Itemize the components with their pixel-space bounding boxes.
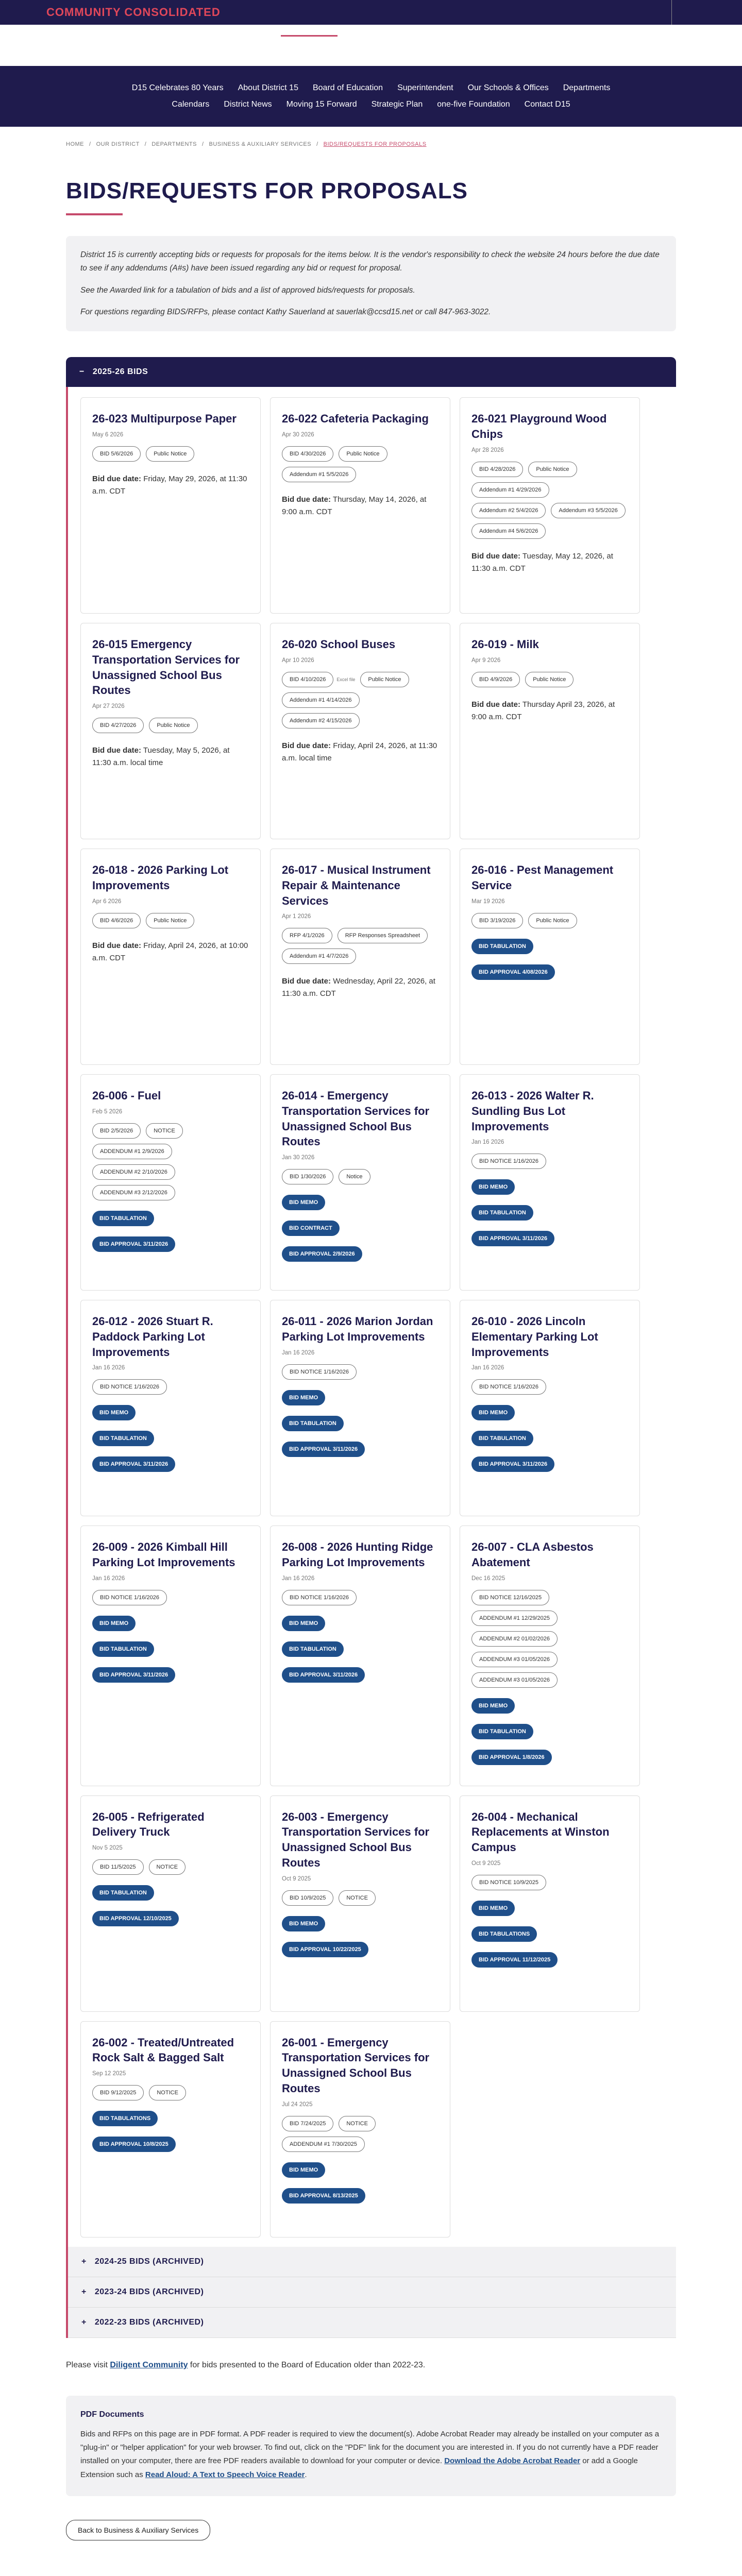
- archived-accordion-item[interactable]: [68, 2247, 676, 2277]
- bid-card: [460, 849, 640, 1065]
- bid-document-button[interactable]: BID APPROVAL 8/13/2025: [282, 2188, 365, 2204]
- pdf-info-box: [66, 2396, 676, 2496]
- bid-date: Jan 16 2026: [282, 1349, 315, 1356]
- bid-document-button[interactable]: BID APPROVAL 4/08/2026: [471, 964, 555, 980]
- pdf-text-3: .: [305, 2470, 307, 2479]
- bid-link-button[interactable]: BID 9/12/2025: [92, 2085, 144, 2100]
- bid-title: 26-007 - CLA Asbestos Abatement: [471, 1540, 594, 1569]
- bid-card: [80, 1074, 261, 1291]
- pdf-title: PDF Documents: [80, 2410, 144, 2419]
- bid-link-button[interactable]: BID NOTICE 1/16/2026: [282, 1364, 357, 1380]
- bid-link-button[interactable]: Addendum #2 5/4/2026: [471, 503, 546, 518]
- due-label: Bid due date:: [92, 941, 142, 950]
- bid-title: 26-001 - Emergency Transportation Services for Unassigned School Bus Routes: [282, 2036, 430, 2095]
- visit-pre: Please visit: [66, 2360, 110, 2369]
- bid-card: [270, 1526, 450, 1786]
- bid-title: 26-013 - 2026 Walter R. Sundling Bus Lot Improvements: [471, 1089, 594, 1133]
- nav-item[interactable]: one-five Foundation: [437, 100, 510, 109]
- breadcrumb-separator: /: [144, 141, 147, 147]
- bid-link-button[interactable]: Addendum #3 5/5/2026: [551, 503, 625, 518]
- pdf-text-1: Bids and RFPs on this page are in PDF format. A PDF reader is required to view the document(s). Adobe Acrobat Reader may already be installed on your computer as a "plug-in" or "helper application" for your web browser. To find out, click on the "PDF" link for the document you are interested in. If you do not currently have a PDF reader installed on your computer, there are free PDF readers available to download for your computer or device.: [80, 2429, 660, 2466]
- bid-buttons: [471, 1379, 628, 1477]
- due-value: Friday, April 24, 2026, at 11:30 a.m. local time: [282, 741, 437, 763]
- bid-title: 26-017 - Musical Instrument Repair & Maintenance Services: [282, 863, 431, 907]
- bid-link-button[interactable]: BID 10/9/2025: [282, 1890, 333, 1906]
- main-nav: [0, 66, 742, 127]
- bid-link-button[interactable]: BID 4/6/2026: [92, 913, 141, 928]
- archived-accordion-item[interactable]: [68, 2277, 676, 2308]
- bid-link-button[interactable]: BID 5/6/2026: [92, 446, 141, 462]
- bid-document-button[interactable]: BID TABULATION: [471, 939, 533, 954]
- bid-due-date: [282, 975, 439, 1000]
- bid-buttons: [282, 672, 439, 728]
- bid-link-button[interactable]: BID NOTICE 1/16/2026: [92, 1590, 167, 1605]
- bid-document-button[interactable]: BID APPROVAL 3/11/2026: [471, 1231, 554, 1246]
- bid-buttons: [92, 718, 249, 733]
- due-value: Wednesday, April 22, 2026, at 11:30 a.m. CDT: [282, 977, 435, 998]
- bid-title: 26-002 - Treated/Untreated Rock Salt & Bagged Salt: [92, 2036, 234, 2064]
- bid-document-button[interactable]: BID APPROVAL 3/11/2026: [92, 1236, 175, 1252]
- bid-link-button[interactable]: NOTICE: [339, 2116, 376, 2131]
- archived-label: 2022-23 BIDS (ARCHIVED): [94, 2317, 204, 2327]
- bid-link-button[interactable]: ADDENDUM #2 01/02/2026: [471, 1631, 558, 1647]
- bid-date: Sep 12 2025: [92, 2071, 126, 2077]
- bid-buttons: [282, 1590, 439, 1688]
- bid-date: Jan 16 2026: [282, 1575, 315, 1582]
- bid-document-button[interactable]: BID APPROVAL 3/11/2026: [282, 1442, 365, 1457]
- bid-date: Jan 16 2026: [471, 1365, 504, 1371]
- bid-title: 26-019 - Milk: [471, 638, 539, 651]
- bid-document-button[interactable]: BID APPROVAL 3/11/2026: [282, 1667, 365, 1683]
- due-value: Friday, April 24, 2026, at 10:00 a.m. CDT: [92, 941, 248, 962]
- bid-buttons: [471, 913, 628, 985]
- bid-link-button[interactable]: BID 4/27/2026: [92, 718, 144, 733]
- bid-document-button[interactable]: BID MEMO: [282, 1390, 325, 1405]
- read-aloud-link[interactable]: Read Aloud: A Text to Speech Voice Reader: [145, 2470, 305, 2479]
- bid-date: Apr 30 2026: [282, 432, 314, 438]
- bid-buttons: [471, 462, 628, 539]
- bid-link-button[interactable]: ADDENDUM #1 12/29/2025: [471, 1611, 558, 1626]
- bid-date: Mar 19 2026: [471, 898, 505, 905]
- bid-due-date: [282, 740, 439, 765]
- bid-due-date: [471, 550, 628, 575]
- bid-date: Oct 9 2025: [282, 1875, 311, 1882]
- bid-link-button[interactable]: BID NOTICE 1/16/2026: [282, 1590, 357, 1605]
- bid-buttons: [92, 446, 249, 462]
- bid-document-button[interactable]: BID MEMO: [282, 1195, 325, 1210]
- bid-buttons: [92, 1859, 249, 1931]
- bid-date: Jan 16 2026: [471, 1139, 504, 1146]
- bid-card: [460, 397, 640, 614]
- bid-card: [460, 1074, 640, 1291]
- bid-link-button[interactable]: BID 4/9/2026: [471, 672, 520, 687]
- bid-buttons: [471, 1590, 628, 1770]
- bid-link-button[interactable]: ADDENDUM #1 7/30/2025: [282, 2137, 365, 2152]
- bid-date: Apr 9 2026: [471, 657, 501, 664]
- bid-document-button[interactable]: BID TABULATIONS: [471, 1926, 537, 1942]
- brand-name[interactable]: COMMUNITY CONSOLIDATED: [46, 6, 221, 19]
- accordion-title: 2025-26 BIDS: [92, 367, 148, 377]
- bid-link-button[interactable]: NOTICE: [146, 1123, 183, 1139]
- bid-document-button[interactable]: BID MEMO: [282, 1616, 325, 1631]
- bid-date: Apr 6 2026: [92, 898, 122, 905]
- bid-date: Apr 27 2026: [92, 703, 125, 710]
- bid-document-button[interactable]: BID MEMO: [92, 1405, 136, 1420]
- intro-text-3: For questions regarding BIDS/RFPs, please contact Kathy Sauerland at sauerlak@ccsd15.net or call 847-963-3022.: [80, 308, 491, 317]
- bid-document-button[interactable]: BID APPROVAL 3/11/2026: [471, 1456, 554, 1472]
- bid-buttons: [282, 1169, 439, 1267]
- bid-document-button[interactable]: BID CONTRACT: [282, 1221, 340, 1236]
- bid-date: Apr 10 2026: [282, 657, 314, 664]
- page-title: BIDS/REQUESTS FOR PROPOSALS: [66, 178, 468, 204]
- minus-icon: −: [79, 367, 85, 377]
- bid-due-date: [282, 494, 439, 518]
- bid-link-button[interactable]: Public Notice: [146, 446, 194, 462]
- breadcrumb-item[interactable]: OUR DISTRICT: [96, 141, 140, 147]
- breadcrumb-separator: /: [89, 141, 91, 147]
- due-label: Bid due date:: [92, 474, 142, 484]
- bid-buttons: [471, 1154, 628, 1251]
- bid-date: Nov 5 2025: [92, 1845, 123, 1852]
- bid-link-button[interactable]: RFP Responses Spreadsheet: [338, 928, 428, 943]
- bid-card: [270, 623, 450, 839]
- bid-card: [270, 2021, 450, 2238]
- bid-link-button[interactable]: BID 7/24/2025: [282, 2116, 333, 2131]
- bid-card: [270, 1074, 450, 1291]
- accordion-body: [66, 387, 676, 2246]
- bid-title: 26-016 - Pest Management Service: [471, 863, 614, 892]
- bid-buttons: [471, 672, 628, 687]
- bid-buttons: [282, 2116, 439, 2209]
- nav-item[interactable]: Contact D15: [524, 100, 570, 109]
- nav-item[interactable]: Board of Education: [312, 83, 383, 92]
- bid-title: 26-003 - Emergency Transportation Services for Unassigned School Bus Routes: [282, 1810, 430, 1869]
- bid-link-button[interactable]: BID 11/5/2025: [92, 1859, 144, 1875]
- bid-due-date: [471, 699, 628, 723]
- bid-title: 26-010 - 2026 Lincoln Elementary Parking Lot Improvements: [471, 1315, 598, 1359]
- top-bar: [0, 0, 742, 25]
- bid-link-button[interactable]: Addendum #1 4/29/2026: [471, 482, 549, 498]
- bid-date: Apr 28 2026: [471, 447, 504, 453]
- nav-item[interactable]: Superintendent: [397, 83, 453, 92]
- bid-card: [270, 1795, 450, 2012]
- due-label: Bid due date:: [471, 700, 521, 709]
- bid-date: Jan 16 2026: [92, 1575, 125, 1582]
- bid-link-button[interactable]: NOTICE: [339, 1890, 376, 1906]
- file-type-note: Excel file: [336, 677, 356, 683]
- bid-link-button[interactable]: ADDENDUM #3 01/05/2026: [471, 1652, 558, 1667]
- archived-label: 2023-24 BIDS (ARCHIVED): [94, 2287, 204, 2296]
- bid-card: [270, 397, 450, 614]
- due-label: Bid due date:: [282, 741, 331, 751]
- pdf-text-2: or add a Google Extension such as: [80, 2456, 638, 2479]
- bid-card: [270, 849, 450, 1065]
- bid-link-button[interactable]: NOTICE: [149, 2085, 186, 2100]
- bid-date: Apr 1 2026: [282, 913, 311, 920]
- bid-link-button[interactable]: Public Notice: [360, 672, 409, 687]
- bids-accordion: [66, 357, 676, 2246]
- bid-title: 26-022 Cafeteria Packaging: [282, 412, 429, 426]
- bid-title: 26-015 Emergency Transportation Services for Unassigned School Bus Routes: [92, 638, 240, 697]
- bid-document-button[interactable]: BID MEMO: [92, 1616, 136, 1631]
- nav-row-2: [172, 100, 570, 109]
- bid-due-date: [92, 473, 249, 498]
- bid-document-button[interactable]: BID APPROVAL 12/10/2025: [92, 1911, 179, 1926]
- bid-document-button[interactable]: BID TABULATIONS: [92, 2111, 158, 2126]
- bid-card: [270, 1300, 450, 1516]
- plus-icon: +: [81, 2287, 87, 2296]
- bid-document-button[interactable]: BID APPROVAL 11/12/2025: [471, 1952, 558, 1968]
- bid-link-button[interactable]: Notice: [339, 1169, 370, 1184]
- bid-link-button[interactable]: Public Notice: [525, 672, 574, 687]
- archived-accordion-item[interactable]: [68, 2308, 676, 2338]
- brand-underline: [281, 35, 338, 37]
- due-value: Tuesday, May 5, 2026, at 11:30 a.m. local time: [92, 746, 230, 768]
- bid-link-button[interactable]: BID 4/30/2026: [282, 446, 333, 462]
- due-label: Bid due date:: [92, 746, 142, 755]
- visit-note: [66, 2361, 676, 2370]
- bid-title: 26-023 Multipurpose Paper: [92, 412, 237, 426]
- bid-title: 26-018 - 2026 Parking Lot Improvements: [92, 863, 229, 892]
- bid-document-button[interactable]: BID TABULATION: [282, 1641, 344, 1657]
- bid-due-date: [92, 940, 249, 964]
- pdf-text: [80, 2428, 662, 2482]
- bid-date: Dec 16 2025: [471, 1575, 505, 1582]
- due-value: Thursday April 23, 2026, at 9:00 a.m. CDT: [471, 700, 615, 722]
- bid-title: 26-009 - 2026 Kimball Hill Parking Lot Improvements: [92, 1540, 235, 1569]
- bid-title: 26-021 Playground Wood Chips: [471, 412, 607, 441]
- acrobat-link[interactable]: Download the Adobe Acrobat Reader: [444, 2456, 581, 2466]
- bid-buttons: [92, 2085, 249, 2157]
- bid-buttons: [282, 1364, 439, 1462]
- bid-document-button[interactable]: BID MEMO: [471, 1179, 515, 1195]
- due-value: Friday, May 29, 2026, at 11:30 a.m. CDT: [92, 474, 247, 496]
- diligent-link[interactable]: Diligent Community: [110, 2360, 188, 2369]
- bid-document-button[interactable]: BID APPROVAL 10/22/2025: [282, 1942, 368, 1957]
- bid-buttons: [282, 1890, 439, 1962]
- bid-date: Feb 5 2026: [92, 1109, 123, 1115]
- plus-icon: +: [81, 2257, 87, 2266]
- main-content: [66, 141, 676, 2540]
- breadcrumb-item[interactable]: HOME: [66, 141, 84, 147]
- bid-link-button[interactable]: Public Notice: [339, 446, 387, 462]
- bid-card: [460, 1526, 640, 1786]
- bid-link-button[interactable]: Public Notice: [528, 462, 577, 477]
- bid-title: 26-005 - Refrigerated Delivery Truck: [92, 1810, 205, 1839]
- nav-item[interactable]: Calendars: [172, 100, 210, 109]
- title-accent-bar: [66, 213, 123, 215]
- bid-link-button[interactable]: Public Notice: [528, 913, 577, 928]
- bid-document-button[interactable]: BID TABULATION: [92, 1885, 154, 1901]
- bid-date: Jan 16 2026: [92, 1365, 125, 1371]
- breadcrumb-separator: /: [201, 141, 204, 147]
- breadcrumb: [66, 141, 676, 147]
- bid-document-button[interactable]: BID MEMO: [471, 1698, 515, 1714]
- due-label: Bid due date:: [471, 551, 521, 561]
- accordion-header-2025-26[interactable]: [66, 357, 676, 387]
- bid-link-button[interactable]: RFP 4/1/2026: [282, 928, 332, 943]
- bid-link-button[interactable]: BID 1/30/2026: [282, 1169, 333, 1184]
- bid-link-button[interactable]: BID NOTICE 12/16/2025: [471, 1590, 549, 1605]
- bid-link-button[interactable]: BID 4/10/2026: [282, 672, 333, 687]
- bid-link-button[interactable]: BID 4/28/2026: [471, 462, 523, 477]
- bid-date: Jan 30 2026: [282, 1155, 315, 1161]
- bid-buttons: [92, 1379, 249, 1477]
- nav-item[interactable]: Our Schools & Offices: [467, 83, 549, 92]
- bid-document-button[interactable]: BID TABULATION: [282, 1416, 344, 1431]
- bid-title: 26-011 - 2026 Marion Jordan Parking Lot Improvements: [282, 1315, 433, 1344]
- intro-text-2: See the Awarded link for a tabulation of bids and a list of approved bids/requests for proposals.: [80, 285, 415, 295]
- bid-document-button[interactable]: BID TABULATION: [471, 1431, 533, 1446]
- bid-document-button[interactable]: BID APPROVAL 2/9/2026: [282, 1246, 362, 1262]
- bid-card: [80, 397, 261, 614]
- archived-label: 2024-25 BIDS (ARCHIVED): [94, 2257, 204, 2266]
- bid-document-button[interactable]: BID TABULATION: [92, 1641, 154, 1657]
- bid-document-button[interactable]: BID TABULATION: [92, 1431, 154, 1446]
- due-value: Thursday, May 14, 2026, at 9:00 a.m. CDT: [282, 495, 427, 517]
- bid-buttons: [282, 928, 439, 964]
- bid-document-button[interactable]: BID TABULATION: [471, 1205, 533, 1221]
- intro-text-1: District 15 is currently accepting bids or requests for proposals for the items below. It is the vendor's responsibility to check the website 24 hours before the due date to see if any addendums (A#s) have been issued regarding any bid or request for proposal.: [80, 250, 660, 273]
- bid-card: [80, 1526, 261, 1786]
- intro-box: [66, 236, 676, 331]
- bid-card: [460, 623, 640, 839]
- bid-link-button[interactable]: BID NOTICE 1/16/2026: [471, 1154, 546, 1169]
- nav-row-1: [132, 83, 611, 93]
- bid-title: 26-020 School Buses: [282, 638, 396, 651]
- visit-post: for bids presented to the Board of Education older than 2022-23.: [188, 2360, 426, 2369]
- bid-title: 26-008 - 2026 Hunting Ridge Parking Lot Improvements: [282, 1540, 433, 1569]
- bid-due-date: [92, 744, 249, 769]
- bid-card: [460, 1300, 640, 1516]
- bid-link-button[interactable]: ADDENDUM #1 2/9/2026: [92, 1144, 172, 1159]
- due-label: Bid due date:: [282, 977, 331, 986]
- bid-link-button[interactable]: BID 2/5/2026: [92, 1123, 141, 1139]
- bid-grid: [80, 397, 676, 2237]
- breadcrumb-item[interactable]: BIDS/REQUESTS FOR PROPOSALS: [323, 141, 427, 147]
- bid-link-button[interactable]: ADDENDUM #3 2/12/2026: [92, 1185, 175, 1200]
- bid-link-button[interactable]: Addendum #1 5/5/2026: [282, 467, 356, 482]
- bid-link-button[interactable]: Addendum #1 4/14/2026: [282, 692, 360, 708]
- bid-card: [460, 1795, 640, 2012]
- bid-document-button[interactable]: BID MEMO: [471, 1405, 515, 1420]
- bid-card: [80, 1300, 261, 1516]
- bid-title: 26-012 - 2026 Stuart R. Paddock Parking Lot Improvements: [92, 1315, 213, 1359]
- bid-link-button[interactable]: Public Notice: [146, 913, 194, 928]
- bid-link-button[interactable]: Addendum #1 4/7/2026: [282, 948, 356, 964]
- bid-link-button[interactable]: ADDENDUM #2 2/10/2026: [92, 1164, 175, 1180]
- nav-item[interactable]: Strategic Plan: [371, 100, 423, 109]
- bid-date: May 6 2026: [92, 432, 124, 438]
- breadcrumb-separator: /: [316, 141, 318, 147]
- bid-title: 26-004 - Mechanical Replacements at Winston Campus: [471, 1810, 610, 1854]
- bid-buttons: [92, 1123, 249, 1257]
- nav-item[interactable]: Moving 15 Forward: [286, 100, 357, 109]
- bid-buttons: [471, 1875, 628, 1973]
- back-button[interactable]: Back to Business & Auxiliary Services: [66, 2520, 210, 2540]
- bid-document-button[interactable]: BID APPROVAL 3/11/2026: [92, 1667, 175, 1683]
- bid-card: [80, 2021, 261, 2238]
- bid-link-button[interactable]: ADDENDUM #3 01/05/2026: [471, 1672, 558, 1688]
- bid-card: [80, 849, 261, 1065]
- bid-link-button[interactable]: BID NOTICE 1/16/2026: [471, 1379, 546, 1395]
- bid-document-button[interactable]: BID APPROVAL 3/11/2026: [92, 1456, 175, 1472]
- due-value: Tuesday, May 12, 2026, at 11:30 a.m. CDT: [471, 551, 613, 573]
- bid-card: [80, 1795, 261, 2012]
- nav-item[interactable]: District News: [224, 100, 272, 109]
- bid-buttons: [92, 1590, 249, 1688]
- bid-link-button[interactable]: Addendum #4 5/6/2026: [471, 523, 546, 539]
- nav-item[interactable]: Departments: [563, 83, 611, 92]
- bid-title: 26-014 - Emergency Transportation Services for Unassigned School Bus Routes: [282, 1089, 430, 1148]
- bid-document-button[interactable]: BID TABULATION: [92, 1211, 154, 1226]
- bid-document-button[interactable]: BID APPROVAL 1/8/2026: [471, 1750, 552, 1765]
- bid-buttons: [92, 913, 249, 928]
- breadcrumb-item[interactable]: DEPARTMENTS: [151, 141, 197, 147]
- bid-link-button[interactable]: Addendum #2 4/15/2026: [282, 713, 360, 728]
- bid-document-button[interactable]: BID APPROVAL 10/8/2025: [92, 2137, 176, 2152]
- bid-link-button[interactable]: BID NOTICE 10/9/2025: [471, 1875, 546, 1890]
- bid-document-button[interactable]: BID TABULATION: [471, 1724, 533, 1739]
- due-label: Bid due date:: [282, 495, 331, 504]
- bid-title: 26-006 - Fuel: [92, 1089, 161, 1103]
- top-spacer: [0, 25, 742, 66]
- bid-document-button[interactable]: BID MEMO: [282, 2162, 325, 2178]
- bid-link-button[interactable]: BID NOTICE 1/16/2026: [92, 1379, 167, 1395]
- bid-link-button[interactable]: BID 3/19/2026: [471, 913, 523, 928]
- nav-item[interactable]: About District 15: [238, 83, 298, 92]
- breadcrumb-item[interactable]: BUSINESS & AUXILIARY SERVICES: [209, 141, 312, 147]
- bid-date: Oct 9 2025: [471, 1860, 501, 1867]
- bid-link-button[interactable]: NOTICE: [149, 1859, 186, 1875]
- archived-list: [66, 2247, 676, 2338]
- nav-item[interactable]: D15 Celebrates 80 Years: [131, 83, 224, 92]
- plus-icon: +: [81, 2317, 87, 2327]
- bid-link-button[interactable]: Public Notice: [149, 718, 197, 733]
- bid-card: [80, 623, 261, 839]
- bid-date: Jul 24 2025: [282, 2101, 313, 2108]
- bid-document-button[interactable]: BID MEMO: [471, 1901, 515, 1916]
- bid-buttons: [282, 446, 439, 482]
- bid-document-button[interactable]: BID MEMO: [282, 1916, 325, 1931]
